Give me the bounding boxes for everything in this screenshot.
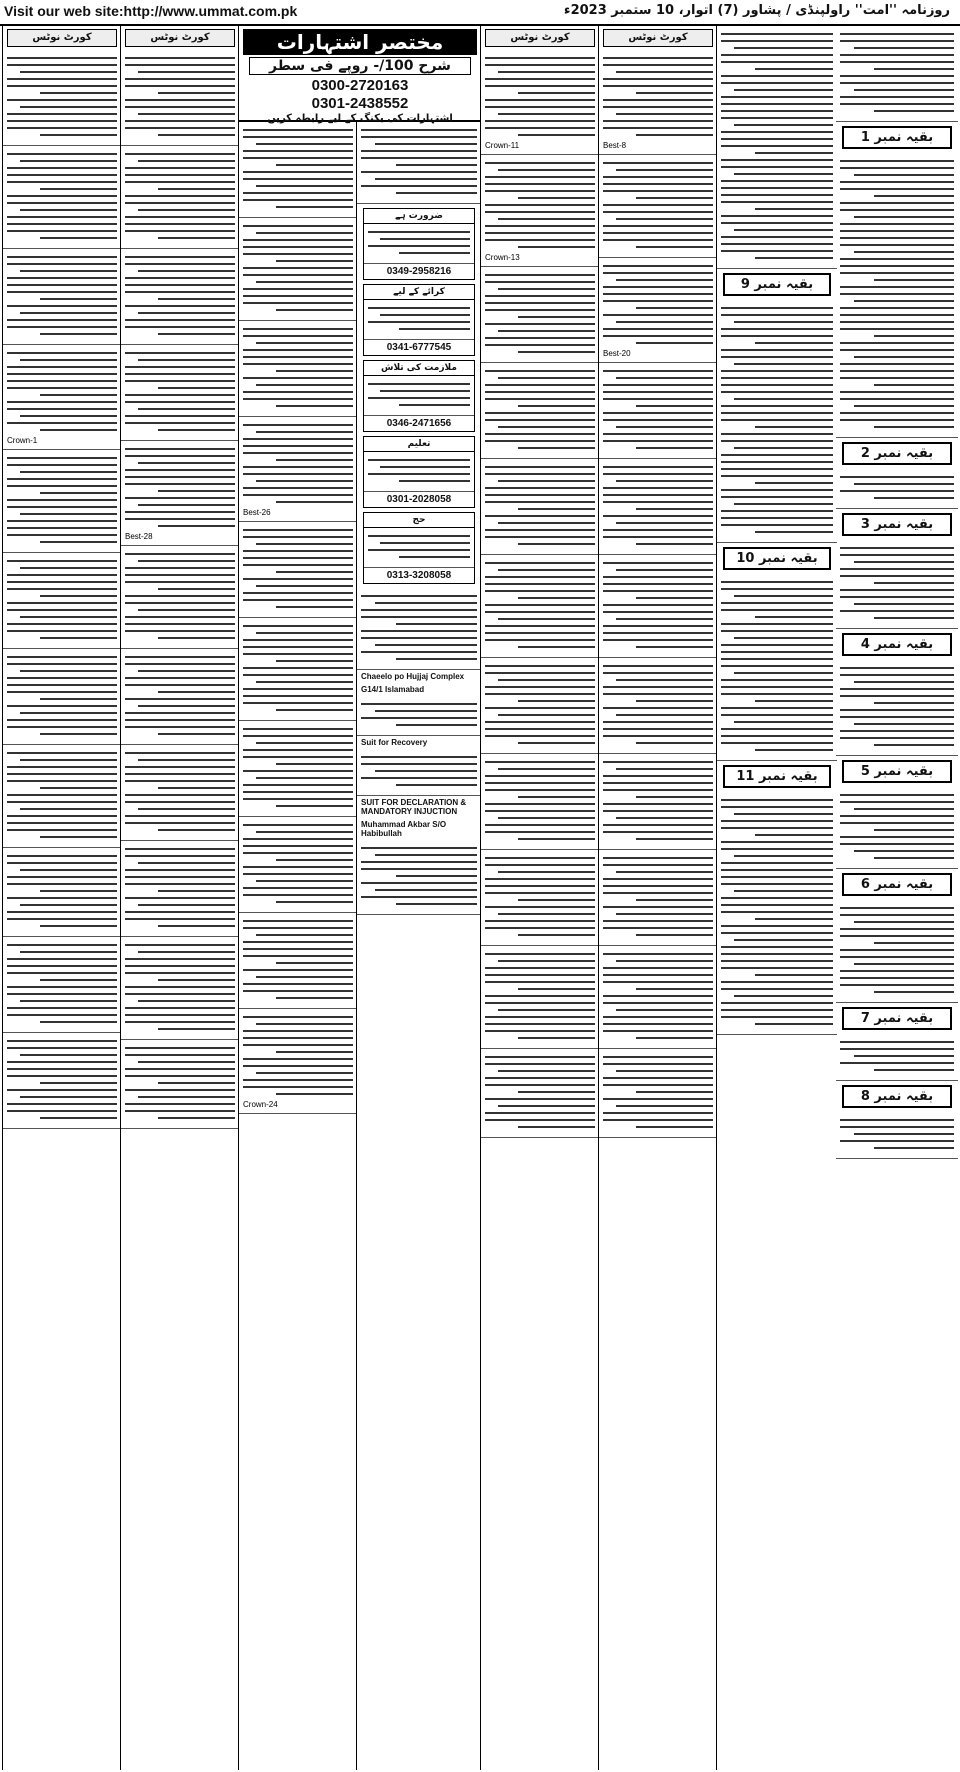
continuation-heading-8: بقیہ نمبر 8 [842, 1085, 952, 1108]
notice-6 [239, 618, 357, 721]
classified-ads-banner [238, 26, 481, 122]
classified-heading: ملازمت کی تلاش [364, 361, 474, 376]
notice-7 [481, 658, 599, 754]
classified-heading: ضرورت ہے [364, 209, 474, 224]
article-text [717, 574, 837, 761]
notice-2 [357, 588, 481, 670]
notice-5 [239, 522, 357, 618]
notice-1 [357, 122, 481, 204]
ads-phone-2: 0301-2438552 [311, 95, 409, 112]
column-1-header: کورٹ نوٹس [7, 29, 117, 47]
continuation-heading-9: بقیہ نمبر 9 [723, 273, 831, 296]
article-text [717, 792, 837, 1035]
notice-7 [121, 649, 239, 745]
notice-3 [3, 249, 121, 345]
notice-6 [599, 555, 717, 658]
column-8-continuations [836, 26, 958, 1770]
notice-6 [3, 553, 121, 649]
notice-11 [121, 1040, 239, 1129]
classified-body [364, 528, 474, 568]
continuation-heading-3: بقیہ نمبر 3 [842, 513, 952, 536]
classified-box-4 [363, 436, 475, 508]
column-7-continuations [716, 26, 837, 1770]
notice-10 [239, 1009, 357, 1114]
notice-5 [357, 840, 481, 915]
notice-11 [481, 1049, 599, 1138]
notice-9 [121, 841, 239, 937]
notice-5 [3, 450, 121, 553]
article-text [836, 1112, 958, 1159]
notice-10 [481, 946, 599, 1049]
column-4-classifieds [356, 26, 481, 1770]
notice-2 [239, 218, 357, 321]
ref-tag: Best-20 [603, 349, 631, 358]
notice-7 [599, 658, 717, 754]
column-5 [480, 26, 599, 1770]
notice-3 [357, 696, 481, 736]
notice-6 [121, 546, 239, 649]
classified-body [364, 300, 474, 340]
classified-heading: کرائے کے لیے [364, 285, 474, 300]
article-text [836, 540, 958, 629]
classified-box-2 [363, 284, 475, 356]
notice-9 [599, 850, 717, 946]
notice-8 [599, 754, 717, 850]
ref-tag: Crown-1 [7, 436, 38, 445]
notice-3 [239, 321, 357, 417]
notice-4 [357, 749, 481, 796]
column-5-header: کورٹ نوٹس [485, 29, 595, 47]
notice-11 [599, 1049, 717, 1138]
english-snippet: G14/1 Islamabad [361, 685, 425, 694]
notice-10 [3, 937, 121, 1033]
article-text [836, 1034, 958, 1081]
notice-2 [3, 146, 121, 249]
classified-phone: 0313-3208058 [386, 570, 452, 581]
notice-4 [121, 345, 239, 441]
article-text [836, 787, 958, 869]
english-snippet: Muhammad Akbar S/O Habibullah [361, 820, 447, 838]
article-text [836, 660, 958, 756]
article-text [836, 900, 958, 1003]
english-snippet: SUIT FOR DECLARATION & MANDATORY INJUCTION [361, 798, 467, 816]
notice-1 [239, 122, 357, 218]
notice-4 [481, 363, 599, 459]
notice-11 [3, 1033, 121, 1129]
ref-tag: Crown-24 [243, 1100, 278, 1109]
dateline: روزنامہ ''امت'' راولپنڈی / پشاور (7) اتوار، 10 ستمبر 2023ء [563, 3, 950, 18]
classified-phone: 0349-2958216 [386, 266, 452, 277]
newspaper-page [2, 26, 958, 1770]
column-6-header: کورٹ نوٹس [603, 29, 713, 47]
notice-10 [121, 937, 239, 1040]
ads-booking: اشتہارات کی بکنگ کے لیے رابطہ کریں [267, 113, 453, 124]
notice-6 [481, 555, 599, 658]
column-1 [2, 26, 121, 1770]
notice-2 [599, 155, 717, 258]
notice-3 [481, 267, 599, 363]
notice-9 [481, 850, 599, 946]
ads-rate: شرح 100/- روپے فی سطر [249, 57, 471, 75]
column-6 [598, 26, 717, 1770]
column-2 [120, 26, 239, 1770]
notice-1 [599, 50, 717, 155]
column-2-header: کورٹ نوٹس [125, 29, 235, 47]
continuation-heading-1: بقیہ نمبر 1 [842, 126, 952, 149]
notice-4 [239, 417, 357, 522]
notice-4 [3, 345, 121, 450]
notice-5 [121, 441, 239, 546]
classified-body [364, 376, 474, 416]
notice-1 [481, 50, 599, 155]
article-text [836, 26, 958, 122]
article-text [836, 153, 958, 438]
continuation-heading-4: بقیہ نمبر 4 [842, 633, 952, 656]
english-snippet: Chaeelo po Hujjaj Complex [361, 672, 465, 681]
continuation-heading-2: بقیہ نمبر 2 [842, 442, 952, 465]
notice-2 [121, 146, 239, 249]
classified-box-5 [363, 512, 475, 584]
notice-9 [3, 848, 121, 937]
classified-phone: 0341-6777545 [386, 342, 452, 353]
notice-10 [599, 946, 717, 1049]
notice-3 [121, 249, 239, 345]
notice-9 [239, 913, 357, 1009]
notice-1 [3, 50, 121, 146]
ref-tag: Best-26 [243, 508, 271, 517]
english-snippet: Suit for Recovery [361, 738, 428, 747]
article-text [717, 26, 837, 269]
notice-8 [239, 817, 357, 913]
ref-tag: Best-8 [603, 141, 627, 150]
classified-box-1 [363, 208, 475, 280]
classified-box-3 [363, 360, 475, 432]
classified-body [364, 224, 474, 264]
ref-tag: Crown-11 [485, 141, 520, 150]
notice-1 [121, 50, 239, 146]
ads-phone-1: 0300-2720163 [311, 77, 409, 94]
continuation-heading-11: بقیہ نمبر 11 [723, 765, 831, 788]
notice-7 [3, 649, 121, 745]
ref-tag: Crown-13 [485, 253, 520, 262]
article-text [836, 469, 958, 509]
classified-heading: تعلیم [364, 437, 474, 452]
ads-title: مختصر اشتہارات [243, 29, 477, 55]
classified-body [364, 452, 474, 492]
notice-7 [239, 721, 357, 817]
continuation-heading-5: بقیہ نمبر 5 [842, 760, 952, 783]
classified-phone: 0346-2471656 [386, 418, 452, 429]
notice-3 [599, 258, 717, 363]
classified-phone: 0301-2028058 [386, 494, 452, 505]
continuation-heading-10: بقیہ نمبر 10 [723, 547, 831, 570]
notice-8 [3, 745, 121, 848]
notice-8 [121, 745, 239, 841]
classified-heading: حج [364, 513, 474, 528]
notice-5 [481, 459, 599, 555]
ref-tag: Best-28 [125, 532, 153, 541]
notice-2 [481, 155, 599, 267]
website-link[interactable]: Visit our web site:http://www.ummat.com.pk [4, 3, 298, 19]
continuation-heading-7: بقیہ نمبر 7 [842, 1007, 952, 1030]
notice-8 [481, 754, 599, 850]
page-header [0, 0, 960, 26]
continuation-heading-6: بقیہ نمبر 6 [842, 873, 952, 896]
notice-4 [599, 363, 717, 459]
notice-5 [599, 459, 717, 555]
article-text [717, 300, 837, 543]
column-3 [238, 26, 357, 1770]
